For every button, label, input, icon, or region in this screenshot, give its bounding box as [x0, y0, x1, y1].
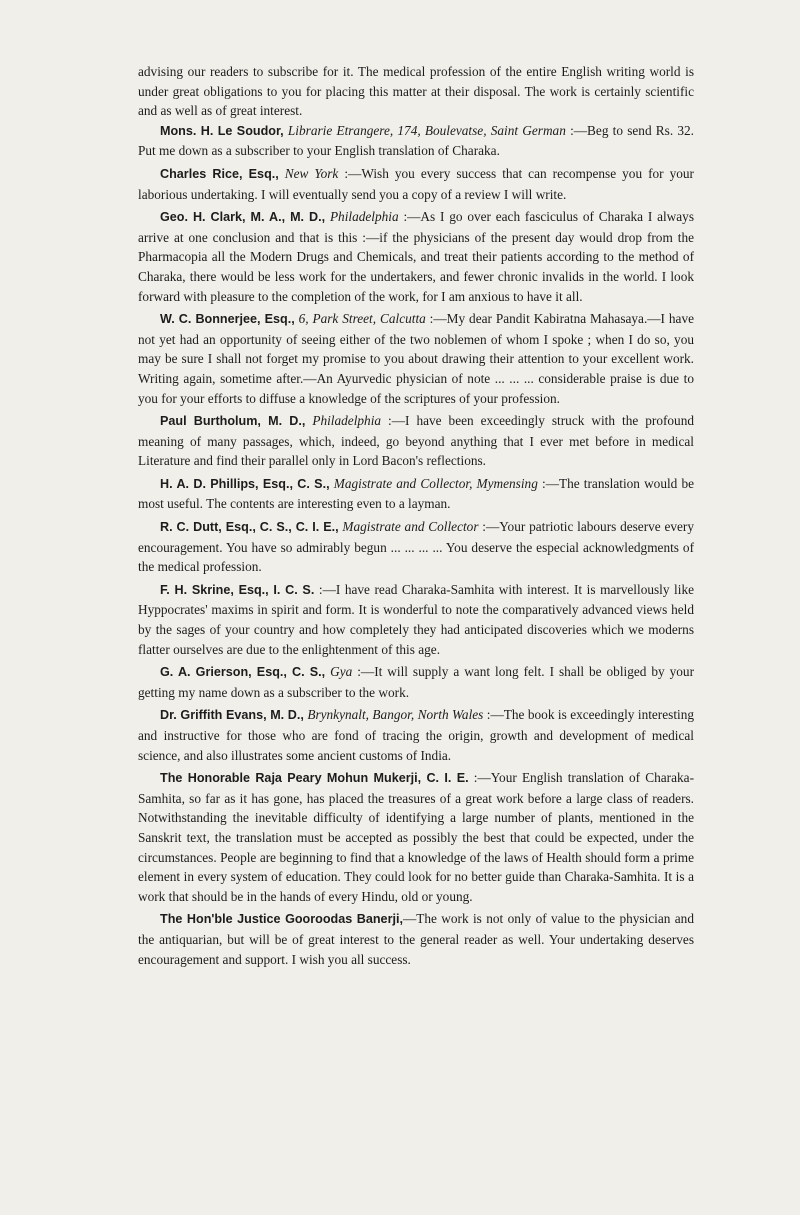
- testimonial-text: :—Beg to send Rs. 32. Put me down as a subscriber to your English translation of Charaka.: [138, 122, 694, 159]
- testimonial-place: New York: [284, 165, 339, 181]
- testimonial-burtholum: [138, 411, 694, 471]
- testimonials-text: [138, 62, 694, 972]
- testimonial-author: Geo. H. Clark, M. A., M. D.,: [160, 210, 326, 225]
- testimonial-place: Philadelphia: [329, 209, 399, 225]
- testimonial-text: :—As I go over each fasciculus of Charaka I always arrive at one conclusion and that is this :—if the physicians of the present day would drop from the Pharmacopia all the Modern Drugs and Chemicals, and treat their patients according to the method of Charaka, there would be less work for the undertakers, and fewer chronic invalids in the world. I look forward with pleasure to the completion of the work, for I am anxious to have it all.: [138, 209, 694, 304]
- testimonial-evans: [138, 705, 694, 765]
- testimonial-text: :—My dear Pandit Kabiratna Mahasaya.—I have not yet had an opportunity of seeing either of the two noblemen of whom I spoke ; when I do so, you may be sure I shall not forget my promise to you about drawing their attention to your excellent work. Writing again, sometime after.—An Ayurvedic physician of note ... ... ... considerable praise is due to you for your efforts to diffuse a knowledge of the scriptures of your profession.: [138, 311, 694, 406]
- testimonial-author: R. C. Dutt, Esq., C. S., C. I. E.,: [160, 520, 339, 535]
- testimonial-author: The Honorable Raja Peary Mohun Mukerji, C. I. E.: [160, 771, 469, 786]
- testimonial-skrine: [138, 580, 694, 659]
- testimonial-phillips: [138, 474, 694, 514]
- testimonial-author: The Hon'ble Justice Gooroodas Banerji,: [160, 912, 403, 927]
- testimonial-le-soudor: [138, 121, 694, 161]
- testimonial-text: :—Your patriotic labours deserve every encouragement. You have so admirably begun ... ... ... ... You deserve the especial acknowledgments of the medical profession.: [138, 519, 695, 575]
- testimonial-bonnerjee: [138, 309, 694, 408]
- testimonial-place: Magistrate and Collector, Mymensing: [333, 475, 538, 491]
- testimonial-place: Gya: [330, 664, 353, 680]
- testimonial-text: :—It will supply a want long felt. I shall be obliged by your getting my name down as a subscriber to the work.: [138, 664, 694, 700]
- testimonial-place: Librarie Etrangere, 174, Boulevatse, Saint German: [287, 122, 566, 138]
- testimonial-place: Philadelphia: [312, 413, 382, 429]
- testimonial-author: Mons. H. Le Soudor,: [160, 123, 284, 138]
- testimonial-text: :—Wish you every success that can recompense you for your laborious undertaking. I will eventually send you a copy of a review I will write.: [138, 165, 694, 202]
- testimonial-text: —The work is not only of value to the physician and the antiquarian, but will be of great interest to the general reader as well. Your undertaking deserves encouragement and support. I wish you all success.: [138, 911, 694, 967]
- testimonial-text: :—The book is exceedingly interesting and instructive for those who are fond of tracing the origin, growth and development of medical science, and also illustrates some ancient customs of India.: [138, 707, 694, 763]
- testimonial-place: Magistrate and Collector: [342, 519, 479, 535]
- testimonial-banerji: [138, 909, 694, 969]
- testimonial-text: :—Your English translation of Charaka-Samhita, so far as it has gone, has placed the treasures of a great work before a large class of readers. Notwithstanding the inevitable difficulty of identifying a large number of plants, mentioned in the Sanskrit text, the translation must be accepted as possibly the best that could be expected, under the circumstances. People are beginning to find that a knowledge of the laws of Health should form a prime element in every system of education. They could look for no better guide than Charaka-Samhita. It is a work that should be in the hands of every Hindu, old or young.: [138, 770, 694, 904]
- testimonial-text: :—I have read Charaka-Samhita with interest. It is marvellously like Hyppocrates' maxims in spirit and form. It is wonderful to note the comparatively advanced views held by the sages of your country and how completely they had anticipated discoveries which we moderns flatter ourselves are due to the enlightenment of this age.: [138, 581, 694, 657]
- testimonial-clark: [138, 207, 694, 306]
- testimonial-dutt: [138, 517, 694, 577]
- testimonial-author: W. C. Bonnerjee, Esq.,: [160, 312, 295, 327]
- testimonial-rice: [138, 164, 694, 204]
- testimonial-author: Paul Burtholum, M. D.,: [160, 414, 306, 429]
- testimonial-text: :—The translation would be most useful. The contents are interesting even to a layman.: [138, 475, 695, 512]
- testimonial-author: F. H. Skrine, Esq., I. C. S.: [160, 582, 315, 597]
- testimonial-author: G. A. Grierson, Esq., C. S.,: [160, 665, 326, 680]
- testimonial-mukerji: [138, 768, 694, 906]
- intro-paragraph: advising our readers to subscribe for it. The medical profession of the entire English writing world is under great obligations to you for placing this matter at their disposal. The work is certainly scientific and as well as of great interest.: [138, 64, 694, 119]
- testimonial-author: Dr. Griffith Evans, M. D.,: [160, 708, 304, 723]
- testimonial-place: 6, Park Street, Calcutta: [298, 311, 426, 327]
- testimonial-author: Charles Rice, Esq.,: [160, 166, 279, 181]
- testimonial-place: Brynkynalt, Bangor, North Wales: [307, 707, 484, 723]
- testimonial-author: H. A. D. Phillips, Esq., C. S.,: [160, 476, 330, 491]
- testimonial-text: :—I have been exceedingly struck with the profound meaning of many passages, which, indeed, go beyond anything that I ever met before in medical Literature and find their parallel only in Lord Bacon's reflections.: [138, 413, 694, 469]
- testimonial-grierson: [138, 662, 694, 702]
